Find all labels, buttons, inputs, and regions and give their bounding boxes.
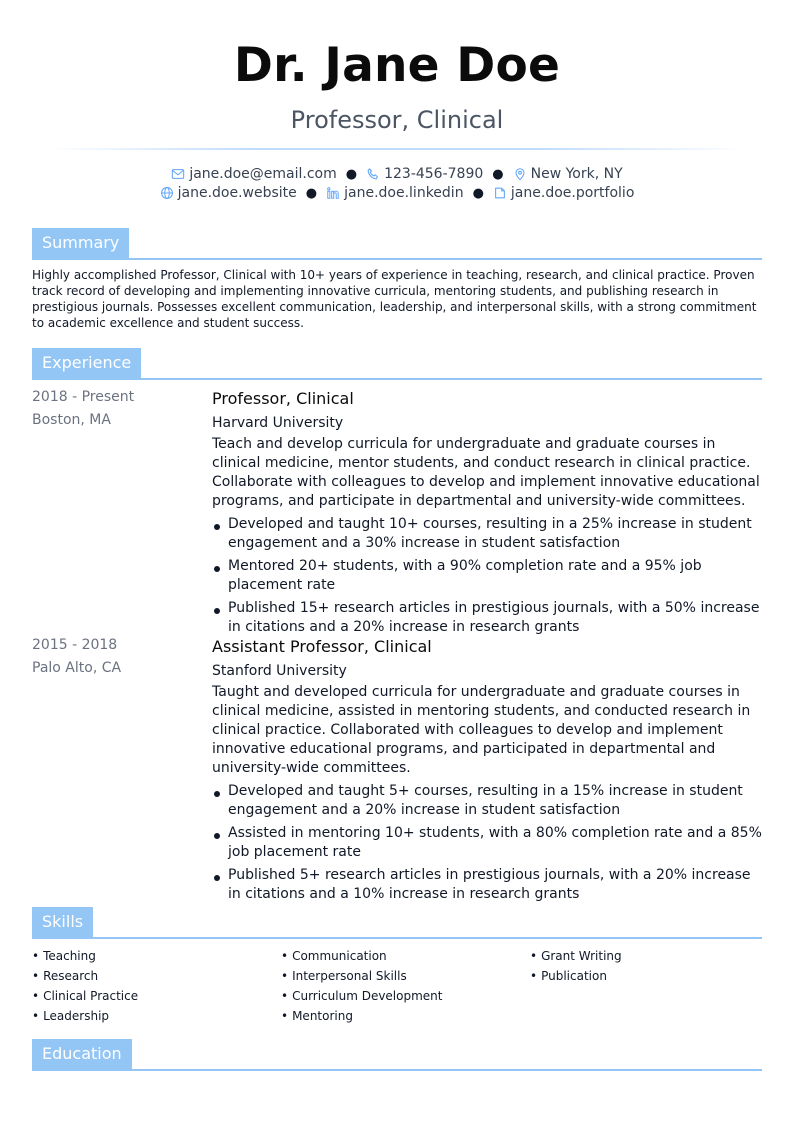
contact-row-1 bbox=[0, 166, 794, 182]
skill-item: • Communication bbox=[281, 946, 521, 966]
job-title: Professor, Clinical bbox=[212, 389, 354, 408]
summary-text: Highly accomplished Professor, Clinical with 10+ years of experience in teaching, research, and clinical practice. Proven track record of developing and implementing innovative curricula, mentoring students, and publishing research in prestigious journals. Possesses excellent communication, leadership, and interpersonal skills, with a strong commitment to academic excellence and student success. bbox=[32, 268, 757, 330]
separator-dot: ● bbox=[305, 185, 318, 201]
job-location: Boston, MA bbox=[32, 412, 111, 428]
job-description: Teach and develop curricula for undergraduate and graduate courses in clinical medicine, mentor students, and conduct research in clinical practice. Collaborate with colleagues to develop and implement innovative educational programs, and participate in departmental and university-wide committees. bbox=[212, 436, 760, 509]
linkedin-icon bbox=[326, 186, 340, 200]
candidate-title: Professor, Clinical bbox=[290, 106, 504, 134]
job-entry bbox=[212, 388, 764, 641]
section-rule bbox=[32, 378, 762, 380]
skill-item: • Curriculum Development bbox=[281, 986, 521, 1006]
section-skills bbox=[32, 907, 762, 939]
contact-email[interactable] bbox=[171, 166, 336, 182]
job-dates: 2018 - Present bbox=[32, 389, 135, 405]
skill-item: • Publication bbox=[530, 966, 770, 986]
skills-column bbox=[281, 946, 521, 1026]
achievement-item: Published 5+ research articles in prestigious journals, with a 20% increase in citations and a 10% increase in research grants bbox=[212, 866, 764, 904]
section-rule bbox=[32, 258, 762, 260]
skills-column bbox=[530, 946, 770, 986]
separator-dot: ● bbox=[345, 166, 358, 182]
skill-item: • Leadership bbox=[32, 1006, 272, 1026]
job-company: Stanford University bbox=[212, 663, 347, 679]
achievement-item: Published 15+ research articles in prestigious journals, with a 50% increase in citations and a 20% increase in research grants bbox=[212, 599, 764, 637]
section-heading-experience: Experience bbox=[32, 348, 141, 378]
map-pin-icon bbox=[513, 167, 527, 181]
skills-column bbox=[32, 946, 272, 1026]
globe-icon bbox=[160, 186, 174, 200]
contact-portfolio-text: jane.doe.portfolio bbox=[510, 185, 635, 201]
section-heading-education: Education bbox=[32, 1039, 132, 1069]
skill-item: • Research bbox=[32, 966, 272, 986]
skill-item: • Clinical Practice bbox=[32, 986, 272, 1006]
contact-phone-text: 123-456-7890 bbox=[384, 166, 484, 182]
job-achievements bbox=[212, 782, 764, 904]
section-experience bbox=[32, 348, 762, 380]
job-achievements bbox=[212, 515, 764, 637]
achievement-item: Assisted in mentoring 10+ students, with a 80% completion rate and a 85% job placement rate bbox=[212, 824, 764, 862]
achievement-item: Developed and taught 5+ courses, resulting in a 15% increase in student engagement and a 20% increase in student satisfaction bbox=[212, 782, 764, 820]
job-entry bbox=[212, 636, 764, 908]
section-heading-summary: Summary bbox=[32, 228, 129, 258]
contact-row-2 bbox=[0, 185, 794, 201]
contact-phone[interactable] bbox=[366, 166, 483, 182]
section-summary bbox=[32, 228, 762, 260]
phone-icon bbox=[366, 167, 380, 181]
contact-linkedin-text: jane.doe.linkedin bbox=[344, 185, 464, 201]
section-education bbox=[32, 1039, 762, 1071]
contact-linkedin[interactable] bbox=[326, 185, 463, 201]
achievement-item: Mentored 20+ students, with a 90% completion rate and a 95% job placement rate bbox=[212, 557, 764, 595]
achievement-item: Developed and taught 10+ courses, resulting in a 25% increase in student engagement and a 30% increase in student satisfaction bbox=[212, 515, 764, 553]
skill-item: • Teaching bbox=[32, 946, 272, 966]
job-company: Harvard University bbox=[212, 415, 344, 431]
contact-email-text: jane.doe@email.com bbox=[189, 166, 337, 182]
portfolio-icon bbox=[493, 186, 507, 200]
skill-item: • Grant Writing bbox=[530, 946, 770, 966]
mail-icon bbox=[171, 167, 185, 181]
section-heading-skills: Skills bbox=[32, 907, 93, 937]
section-rule bbox=[32, 1069, 762, 1071]
contact-location bbox=[513, 166, 623, 182]
job-description: Taught and developed curricula for undergraduate and graduate courses in clinical medicine, assisted in mentoring students, and conducted research in clinical practice. Collaborated with colleagues to develop and implement innovative educational programs, and participated in departmental and university-wide committees. bbox=[212, 684, 751, 776]
header-divider bbox=[48, 148, 746, 150]
contact-portfolio[interactable] bbox=[493, 185, 634, 201]
skill-item: • Interpersonal Skills bbox=[281, 966, 521, 986]
job-meta bbox=[32, 386, 202, 432]
skill-item: • Mentoring bbox=[281, 1006, 521, 1026]
section-rule bbox=[32, 937, 762, 939]
job-title: Assistant Professor, Clinical bbox=[212, 637, 432, 656]
job-meta bbox=[32, 634, 202, 680]
contact-website-text: jane.doe.website bbox=[177, 185, 297, 201]
job-dates: 2015 - 2018 bbox=[32, 637, 118, 653]
job-location: Palo Alto, CA bbox=[32, 660, 122, 676]
candidate-name: Dr. Jane Doe bbox=[233, 38, 561, 93]
contact-location-text: New York, NY bbox=[530, 166, 623, 182]
separator-dot: ● bbox=[472, 185, 484, 201]
separator-dot: ● bbox=[492, 166, 504, 182]
contact-website[interactable] bbox=[160, 185, 297, 201]
